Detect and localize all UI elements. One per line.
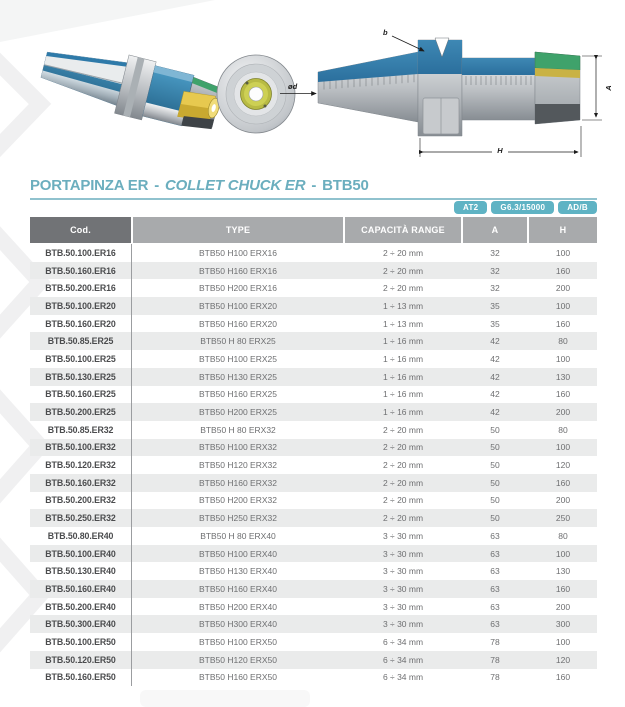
cell-value: BTB50 H200 ERX32 — [199, 495, 277, 506]
column-header: TYPE — [133, 217, 343, 243]
cell-value: 42 — [490, 336, 500, 347]
cell-value: 3 ÷ 30 mm — [382, 601, 424, 612]
cell-value: 160 — [555, 672, 571, 683]
cell-value: 2 ÷ 20 mm — [382, 283, 424, 294]
cell-value: 1 ÷ 16 mm — [382, 336, 424, 347]
cell-value: 100 — [555, 548, 571, 559]
table-row — [30, 297, 597, 315]
cell-value: BTB50 H100 ERX40 — [199, 548, 277, 559]
cell-value: 3 ÷ 30 mm — [382, 530, 424, 541]
cell-value: 78 — [490, 654, 500, 665]
cell-value: BTB50 H 80 ERX40 — [200, 530, 276, 541]
table-row — [30, 633, 597, 651]
cell-value: 6 ÷ 34 mm — [382, 636, 424, 647]
cell-value: 42 — [490, 371, 500, 382]
cell-value: 63 — [490, 601, 500, 612]
cell-value: BTB50 H160 ERX20 — [199, 318, 277, 329]
cell-value: 300 — [555, 619, 571, 630]
cell-code: BTB.50.100.ER32 — [45, 442, 116, 453]
collet-chuck-front-view — [208, 48, 313, 153]
cell-code: BTB.50.160.ER20 — [45, 318, 116, 329]
cell-code: BTB.50.130.ER40 — [45, 566, 116, 577]
cell-code: BTB.50.100.ER16 — [45, 247, 116, 258]
table-row — [30, 545, 597, 563]
cell-value: 6 ÷ 34 mm — [382, 654, 424, 665]
table-row — [30, 527, 597, 545]
cell-value: BTB50 H200 ERX40 — [199, 601, 277, 612]
cell-code: BTB.50.100.ER50 — [45, 636, 116, 647]
page-title — [30, 177, 369, 194]
cell-value: 50 — [490, 495, 500, 506]
cell-value: BTB50 H130 ERX25 — [199, 371, 277, 382]
cell-code: BTB.50.120.ER50 — [45, 654, 116, 665]
table-row — [30, 651, 597, 669]
cell-code: BTB.50.100.ER25 — [45, 353, 116, 364]
cell-code: BTB.50.130.ER25 — [45, 371, 116, 382]
cell-value: 32 — [490, 247, 500, 258]
cell-value: BTB50 H250 ERX32 — [199, 513, 277, 524]
table-row — [30, 474, 597, 492]
cell-code: BTB.50.85.ER25 — [47, 336, 114, 347]
table-row — [30, 386, 597, 404]
cell-value: BTB50 H200 ERX16 — [199, 283, 277, 294]
title-english: COLLET CHUCK ER — [165, 177, 306, 194]
cell-value: BTB50 H160 ERX50 — [199, 672, 277, 683]
table-row — [30, 669, 597, 687]
cell-value: 42 — [490, 407, 500, 418]
cell-value: 160 — [555, 318, 571, 329]
cell-value: 100 — [555, 442, 571, 453]
cell-value: 100 — [555, 300, 571, 311]
cell-value: 63 — [490, 530, 500, 541]
cell-value: 130 — [555, 566, 571, 577]
cell-value: 120 — [555, 460, 571, 471]
column-header: Cod. — [30, 217, 131, 243]
b-label: b — [383, 28, 388, 37]
cell-value: 63 — [490, 566, 500, 577]
cell-code: BTB.50.85.ER32 — [47, 424, 114, 435]
cell-value: BTB50 H 80 ERX25 — [200, 336, 276, 347]
cell-value: 63 — [490, 619, 500, 630]
title-separator: - — [154, 177, 160, 194]
spec-badges — [454, 201, 597, 214]
cell-code: BTB.50.160.ER50 — [45, 672, 116, 683]
title-underline — [30, 198, 597, 200]
table-row — [30, 562, 597, 580]
table-row — [30, 279, 597, 297]
cell-value: BTB50 H100 ERX32 — [199, 442, 277, 453]
cell-value: 250 — [555, 513, 571, 524]
cell-value: 1 ÷ 16 mm — [382, 353, 424, 364]
table-row — [30, 598, 597, 616]
cell-code: BTB.50.200.ER32 — [45, 495, 116, 506]
collet-chuck-side-drawing — [300, 12, 615, 164]
cell-value: 35 — [490, 318, 500, 329]
cell-value: 160 — [555, 265, 571, 276]
table-row — [30, 492, 597, 510]
cell-value: 2 ÷ 20 mm — [382, 495, 424, 506]
cell-value: 78 — [490, 672, 500, 683]
cell-value: 120 — [555, 654, 571, 665]
cell-value: BTB50 H100 ERX50 — [199, 636, 277, 647]
cell-value: 160 — [555, 583, 571, 594]
cell-value: 3 ÷ 30 mm — [382, 548, 424, 559]
cell-code: BTB.50.200.ER16 — [45, 283, 116, 294]
cell-value: 2 ÷ 20 mm — [382, 265, 424, 276]
cell-value: BTB50 H300 ERX40 — [199, 619, 277, 630]
cell-value: 160 — [555, 389, 571, 400]
cell-value: 200 — [555, 283, 571, 294]
table-body — [30, 244, 597, 686]
table-row — [30, 350, 597, 368]
cell-value: BTB50 H130 ERX40 — [199, 566, 277, 577]
spec-badge: AT2 — [454, 201, 487, 214]
cell-value: 50 — [490, 460, 500, 471]
cell-value: 1 ÷ 16 mm — [382, 371, 424, 382]
cell-code: BTB.50.100.ER40 — [45, 548, 116, 559]
cell-code: BTB.50.160.ER16 — [45, 265, 116, 276]
cell-value: 3 ÷ 30 mm — [382, 583, 424, 594]
cell-value: 42 — [490, 389, 500, 400]
table-row — [30, 244, 597, 262]
spec-badge: AD/B — [558, 201, 597, 214]
cell-value: BTB50 H200 ERX25 — [199, 407, 277, 418]
cell-value: BTB50 H 80 ERX32 — [200, 424, 276, 435]
cell-value: 200 — [555, 601, 571, 612]
cell-value: 2 ÷ 20 mm — [382, 442, 424, 453]
product-table — [30, 217, 597, 686]
cell-code: BTB.50.100.ER20 — [45, 300, 116, 311]
od-label: ød — [288, 82, 298, 91]
cell-value: 1 ÷ 13 mm — [382, 300, 424, 311]
cell-code: BTB.50.120.ER32 — [45, 460, 116, 471]
cell-code: BTB.50.160.ER25 — [45, 389, 116, 400]
cell-value: 50 — [490, 477, 500, 488]
cell-value: 1 ÷ 16 mm — [382, 389, 424, 400]
cell-value: 80 — [558, 530, 568, 541]
cell-value: 1 ÷ 16 mm — [382, 407, 424, 418]
cell-value: 100 — [555, 636, 571, 647]
cell-code: BTB.50.200.ER40 — [45, 601, 116, 612]
table-row — [30, 509, 597, 527]
table-row — [30, 421, 597, 439]
cell-value: BTB50 H160 ERX25 — [199, 389, 277, 400]
table-row — [30, 615, 597, 633]
dim-h-label: H — [497, 146, 503, 155]
cell-value: 80 — [558, 336, 568, 347]
cell-value: 2 ÷ 20 mm — [382, 513, 424, 524]
column-header: CAPACITÀ RANGE — [345, 217, 461, 243]
cell-value: 2 ÷ 20 mm — [382, 247, 424, 258]
cell-code: BTB.50.250.ER32 — [45, 513, 116, 524]
cell-value: BTB50 H120 ERX50 — [199, 654, 277, 665]
column-header: A — [463, 217, 527, 243]
cell-value: 78 — [490, 636, 500, 647]
cell-value: 100 — [555, 247, 571, 258]
cell-value: 100 — [555, 353, 571, 364]
cell-code: BTB.50.200.ER25 — [45, 407, 116, 418]
cell-value: 2 ÷ 20 mm — [382, 424, 424, 435]
cell-value: 63 — [490, 583, 500, 594]
cell-value: 2 ÷ 20 mm — [382, 477, 424, 488]
table-row — [30, 403, 597, 421]
cell-value: BTB50 H120 ERX32 — [199, 460, 277, 471]
cell-value: 35 — [490, 300, 500, 311]
cell-value: BTB50 H100 ERX25 — [199, 353, 277, 364]
cell-value: BTB50 H100 ERX16 — [199, 247, 277, 258]
cell-value: 32 — [490, 265, 500, 276]
cell-value: 32 — [490, 283, 500, 294]
cell-value: 3 ÷ 30 mm — [382, 619, 424, 630]
cell-code: BTB.50.300.ER40 — [45, 619, 116, 630]
title-separator: - — [311, 177, 317, 194]
cell-value: BTB50 H160 ERX16 — [199, 265, 277, 276]
cell-value: 50 — [490, 424, 500, 435]
cell-value: 50 — [490, 513, 500, 524]
cell-value: 63 — [490, 548, 500, 559]
cell-value: BTB50 H160 ERX32 — [199, 477, 277, 488]
table-row — [30, 368, 597, 386]
cell-value: 50 — [490, 442, 500, 453]
cell-value: 200 — [555, 407, 571, 418]
spec-badge: G6.3/15000 — [491, 201, 554, 214]
cell-code: BTB.50.160.ER40 — [45, 583, 116, 594]
cell-value: 2 ÷ 20 mm — [382, 460, 424, 471]
table-row — [30, 456, 597, 474]
cell-value: 200 — [555, 495, 571, 506]
table-header-row — [30, 217, 597, 243]
cell-value: 1 ÷ 13 mm — [382, 318, 424, 329]
title-italian: PORTAPINZA ER — [30, 177, 149, 194]
cell-value: 160 — [555, 477, 571, 488]
dim-a-label: A — [604, 85, 613, 91]
table-row — [30, 580, 597, 598]
cell-value: 6 ÷ 34 mm — [382, 672, 424, 683]
cell-value: 80 — [558, 424, 568, 435]
table-row — [30, 315, 597, 333]
cell-value: BTB50 H100 ERX20 — [199, 300, 277, 311]
cell-code: BTB.50.80.ER40 — [47, 530, 114, 541]
cell-value: BTB50 H160 ERX40 — [199, 583, 277, 594]
title-model: BTB50 — [322, 177, 369, 194]
table-row — [30, 439, 597, 457]
table-row — [30, 332, 597, 350]
column-divider — [131, 244, 132, 686]
cell-value: 130 — [555, 371, 571, 382]
cell-value: 42 — [490, 353, 500, 364]
table-row — [30, 262, 597, 280]
column-header: H — [529, 217, 597, 243]
cell-code: BTB.50.160.ER32 — [45, 477, 116, 488]
cell-value: 3 ÷ 30 mm — [382, 566, 424, 577]
